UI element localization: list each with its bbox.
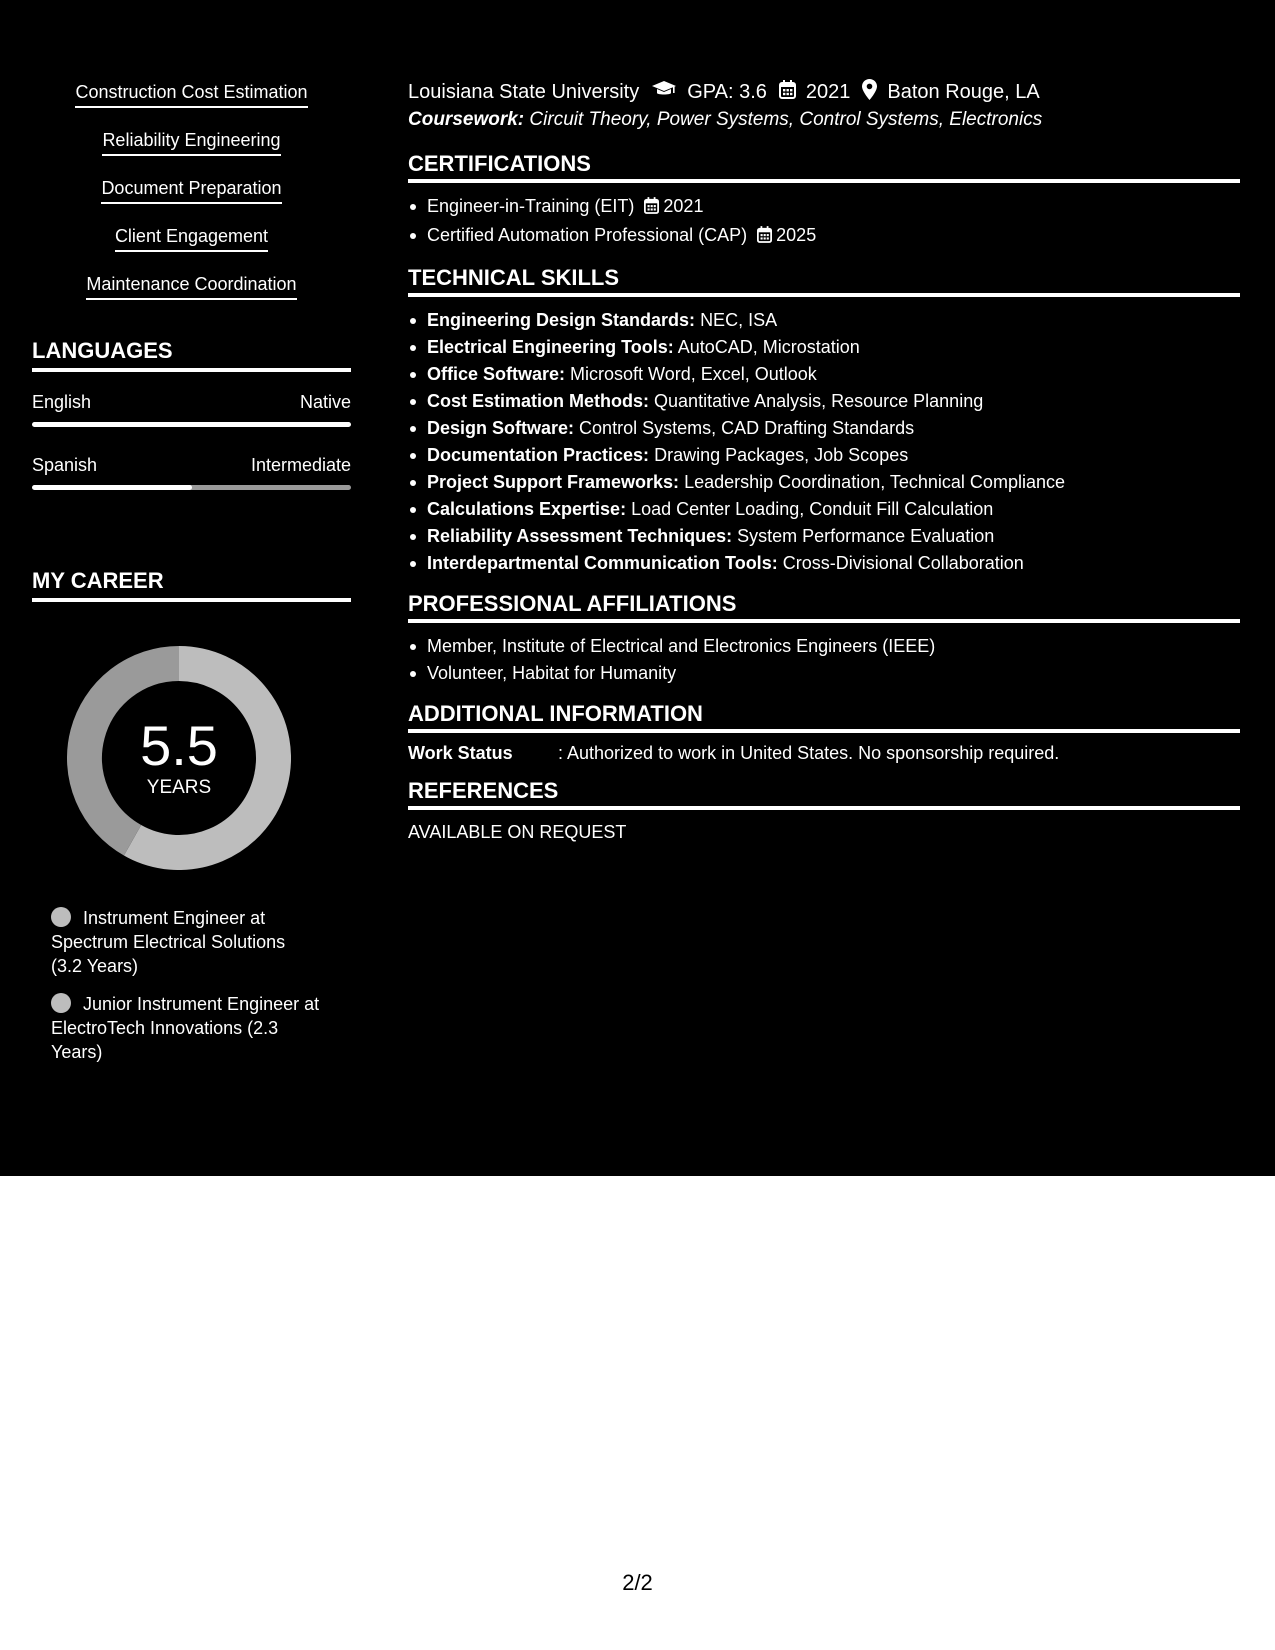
- skill-item: [408, 442, 1240, 469]
- technical-skills-heading: TECHNICAL SKILLS: [408, 265, 1240, 297]
- skill-item: [408, 361, 1240, 388]
- language-name: Spanish: [32, 455, 98, 475]
- main-content: [408, 78, 1240, 843]
- career-legend-item: [51, 906, 321, 978]
- career-years-unit: YEARS: [146, 777, 212, 798]
- language-proficiency-bar: [32, 422, 351, 427]
- skill-label: Project Support Frameworks:: [427, 472, 680, 492]
- skill-value: Microsoft Word, Excel, Outlook: [570, 364, 817, 384]
- coursework-text: Circuit Theory, Power Systems, Control Systems, Electronics: [529, 109, 1043, 130]
- work-status-row: [408, 743, 1240, 764]
- references-text: AVAILABLE ON REQUEST: [408, 822, 627, 842]
- skill-tag-label: Maintenance Coordination: [86, 272, 296, 300]
- skill-tag: [32, 272, 351, 300]
- coursework-label: Coursework:: [408, 109, 525, 130]
- affiliation-item: Volunteer, Habitat for Humanity: [408, 660, 1240, 687]
- skill-item: [408, 550, 1240, 577]
- skills-tag-list: [32, 80, 351, 300]
- language-proficiency-fill: [32, 485, 192, 490]
- career-legend: [51, 906, 321, 1064]
- skill-label: Office Software:: [427, 364, 566, 384]
- language-proficiency-bar: [32, 485, 351, 490]
- skill-tag: [32, 80, 351, 108]
- skill-item: [408, 496, 1240, 523]
- certifications-list: [408, 193, 1240, 251]
- skill-tag-label: Construction Cost Estimation: [75, 80, 307, 108]
- coursework-line: [408, 109, 1240, 131]
- skill-item: [408, 523, 1240, 550]
- languages-heading: LANGUAGES: [32, 338, 351, 372]
- career-donut-chart: [67, 646, 291, 870]
- school-name: Louisiana State University: [408, 80, 640, 103]
- affiliations-list: [408, 633, 1240, 687]
- certification-year: 2021: [663, 196, 704, 216]
- skill-item: [408, 469, 1240, 496]
- skill-tag: [32, 176, 351, 204]
- language-item: [32, 455, 351, 490]
- additional-info-heading: ADDITIONAL INFORMATION: [408, 701, 1240, 733]
- certifications-heading: CERTIFICATIONS: [408, 151, 1240, 183]
- skill-label: Cost Estimation Methods:: [427, 391, 650, 411]
- skill-label: Reliability Assessment Techniques:: [427, 526, 733, 546]
- legend-dot-icon: [51, 907, 71, 927]
- skill-value: AutoCAD, Microstation: [677, 337, 860, 357]
- references-heading: REFERENCES: [408, 778, 1240, 810]
- skill-label: Interdepartmental Communication Tools:: [427, 553, 778, 573]
- work-status-value: : Authorized to work in United States. No sponsorship required.: [558, 743, 1060, 763]
- calendar-icon: [757, 224, 772, 251]
- skill-tag-label: Client Engagement: [115, 224, 268, 252]
- language-level: Native: [299, 392, 351, 412]
- map-pin-icon: [862, 79, 877, 106]
- language-level: Intermediate: [250, 455, 351, 475]
- skill-item: [408, 334, 1240, 361]
- certification-year: 2025: [776, 225, 817, 245]
- education-line: [408, 78, 1240, 106]
- sidebar: [32, 80, 351, 1078]
- technical-skills-list: [408, 307, 1240, 577]
- skill-label: Electrical Engineering Tools:: [427, 337, 674, 357]
- skill-value: NEC, ISA: [700, 310, 778, 330]
- career-legend-label: Instrument Engineer at Spectrum Electrical Solutions (3.2 Years): [51, 908, 286, 976]
- language-name: English: [32, 392, 92, 412]
- skill-label: Design Software:: [427, 418, 575, 438]
- skill-item: [408, 415, 1240, 442]
- career-total-years: 5.5: [140, 714, 218, 777]
- career-legend-item: [51, 992, 321, 1064]
- skill-label: Calculations Expertise:: [427, 499, 627, 519]
- skill-tag-label: Reliability Engineering: [102, 128, 280, 156]
- skill-value: Quantitative Analysis, Resource Planning: [654, 391, 984, 411]
- legend-dot-icon: [51, 993, 71, 1013]
- skill-value: Drawing Packages, Job Scopes: [654, 445, 909, 465]
- skill-label: Documentation Practices:: [427, 445, 650, 465]
- page-number: 2/2: [622, 1570, 653, 1595]
- language-proficiency-fill: [32, 422, 351, 427]
- skill-item: [408, 307, 1240, 334]
- skill-tag-label: Document Preparation: [101, 176, 281, 204]
- skill-value: Cross-Divisional Collaboration: [782, 553, 1024, 573]
- calendar-icon: [644, 195, 659, 222]
- certification-item: [408, 222, 1240, 251]
- skill-value: Load Center Loading, Conduit Fill Calculation: [631, 499, 994, 519]
- school-location: Baton Rouge, LA: [887, 80, 1040, 103]
- skill-value: Leadership Coordination, Technical Compliance: [684, 472, 1065, 492]
- gpa: GPA: 3.6: [687, 80, 767, 103]
- affiliations-heading: PROFESSIONAL AFFILIATIONS: [408, 591, 1240, 623]
- skill-value: Control Systems, CAD Drafting Standards: [579, 418, 915, 438]
- certification-item: [408, 193, 1240, 222]
- calendar-icon: [779, 80, 796, 105]
- certification-name: Engineer-in-Training (EIT): [427, 196, 635, 216]
- affiliation-item: Member, Institute of Electrical and Electronics Engineers (IEEE): [408, 633, 1240, 660]
- career-heading: MY CAREER: [32, 568, 351, 602]
- career-legend-label: Junior Instrument Engineer at ElectroTech Innovations (2.3 Years): [51, 994, 320, 1062]
- graduation-year: 2021: [805, 80, 851, 103]
- language-item: [32, 392, 351, 427]
- skill-label: Engineering Design Standards:: [427, 310, 696, 330]
- skill-value: System Performance Evaluation: [737, 526, 995, 546]
- certification-name: Certified Automation Professional (CAP): [427, 225, 748, 245]
- graduation-cap-icon: [651, 80, 677, 104]
- work-status-label: Work Status: [408, 743, 513, 763]
- skill-tag: [32, 224, 351, 252]
- skill-tag: [32, 128, 351, 156]
- skill-item: [408, 388, 1240, 415]
